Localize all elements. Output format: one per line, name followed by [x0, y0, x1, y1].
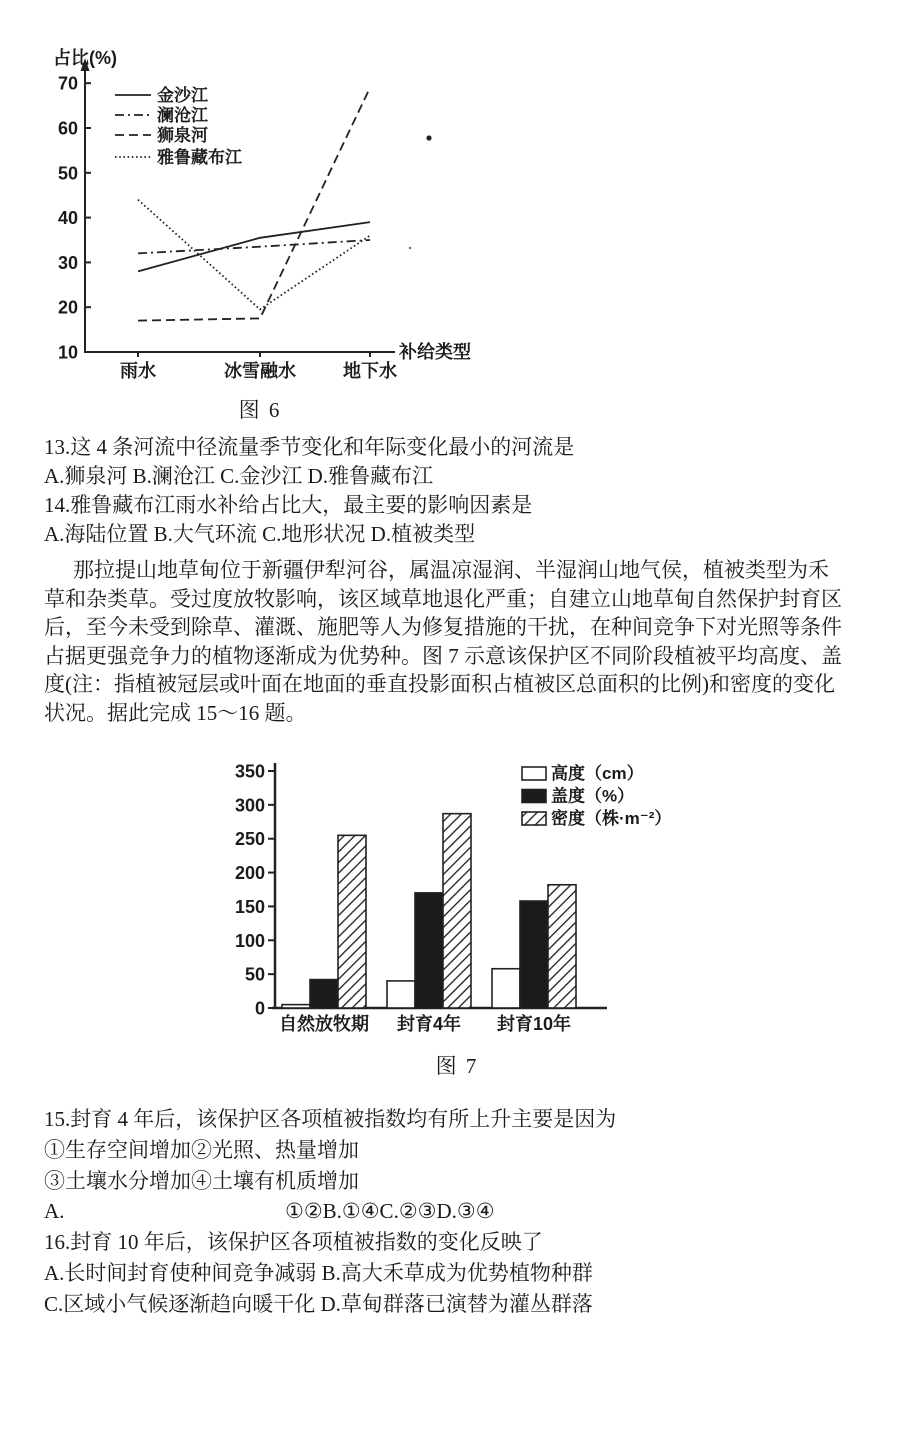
y-tick-label: 30 — [57, 252, 78, 273]
bar-盖度（%） — [310, 980, 338, 1008]
bar-密度（株·m⁻²） — [338, 835, 366, 1008]
fig6-caption: 图 6 — [238, 398, 282, 422]
legend-label: 密度（株·m⁻²） — [551, 809, 672, 828]
bar-盖度（%） — [415, 893, 443, 1008]
question-15-text: 15.封育 4 年后，该保护区各项植被指数均有所上升主要是因为 — [44, 1107, 617, 1131]
y-tick-label: 20 — [57, 297, 78, 318]
legend-label: 雅鲁藏布江 — [157, 148, 242, 167]
y-tick-label: 300 — [235, 795, 265, 816]
question-16-text: 16.封育 10 年后，该保护区各项植被指数的变化反映了 — [44, 1230, 543, 1255]
question-15-item-3-4: ③土壤水分增加④土壤有机质增加 — [44, 1168, 359, 1193]
legend-swatch — [522, 790, 546, 803]
x-tick-label: 地下水 — [343, 361, 397, 381]
question-16-options-ab: A.长时间封育使种间竞争减弱 B.高大禾草成为优势植物种群 — [44, 1260, 593, 1285]
scan-speck — [426, 135, 431, 140]
question-16-options-cd: C.区域小气候逐渐趋向暖干化 D.草甸群落已演替为灌丛群落 — [44, 1291, 593, 1316]
y-tick-label: 250 — [235, 829, 265, 850]
answer-prefix: A. — [44, 1199, 65, 1224]
series-line-澜沧江 — [138, 240, 370, 253]
question-13-14-block — [44, 433, 574, 549]
question-15-answers — [44, 1196, 616, 1227]
bar-高度（cm） — [387, 981, 415, 1008]
bar-盖度（%） — [520, 901, 548, 1008]
bar-高度（cm） — [492, 969, 520, 1008]
scan-speck — [409, 247, 411, 249]
legend-label: 金沙江 — [157, 86, 208, 105]
legend-swatch — [522, 767, 546, 780]
bar-密度（株·m⁻²） — [443, 814, 471, 1008]
question-15-item-1-2: ①生存空间增加②光照、热量增加 — [44, 1137, 359, 1162]
y-tick-label: 0 — [254, 998, 265, 1019]
answer-options: ①②B.①④C.②③D.③④ — [285, 1199, 495, 1224]
passage-line: 那拉提山地草甸位于新疆伊犁河谷，属温凉湿润、半湿润山地气侯，植被类型为禾 — [73, 558, 829, 582]
y-tick-label: 50 — [244, 964, 265, 985]
passage-line: 草和杂类草。受过度放牧影响，该区域草地退化严重；自建立山地草甸自然保护封育区 — [44, 586, 842, 611]
legend-swatch — [522, 812, 546, 825]
y-tick-label: 60 — [57, 118, 78, 139]
question-14-options: A.海陆位置 B.大气环流 C.地形状况 D.植被类型 — [44, 522, 476, 546]
legend-label: 狮泉河 — [157, 126, 208, 145]
fig6-line-chart — [45, 40, 485, 390]
x-tick-label: 雨水 — [120, 361, 156, 381]
passage-line: 后，至今未受到除草、灌溉、施肥等人为修复措施的干扰，在种间竞争下对光照等条件 — [44, 615, 842, 639]
y-tick-label: 10 — [57, 342, 78, 363]
y-axis-title: 占比(%) — [53, 48, 117, 68]
legend-label: 盖度（%） — [551, 786, 635, 806]
series-line-雅鲁藏布江 — [138, 200, 370, 310]
x-category-label: 封育4年 — [396, 1014, 462, 1034]
passage-line: 状况。据此完成 15～16 题。 — [44, 700, 307, 725]
y-tick-label: 100 — [235, 930, 265, 951]
x-category-label: 封育10年 — [496, 1014, 572, 1034]
x-category-label: 自然放牧期 — [279, 1014, 369, 1034]
passage-line: 度(注：指植被冠层或叶面在地面的垂直投影面积占植被区总面积的比例)和密度的变化 — [44, 672, 835, 696]
y-tick-label: 200 — [235, 863, 265, 884]
question-13-text: 13.这 4 条河流中径流量季节变化和年际变化最小的河流是 — [44, 435, 575, 459]
passage-line: 占据更强竞争力的植物逐渐成为优势种。图 7 示意该保护区不同阶段植被平均高度、盖 — [44, 643, 842, 668]
y-tick-label: 150 — [235, 896, 265, 917]
fig7-caption: 图 7 — [435, 1054, 479, 1078]
question-15-16-block — [44, 1104, 616, 1320]
x-axis-title: 补给类型 — [399, 342, 471, 362]
legend-label: 澜沧江 — [157, 106, 208, 125]
y-tick-label: 350 — [235, 761, 265, 782]
y-tick-label: 50 — [57, 163, 78, 184]
legend-label: 高度（cm） — [551, 764, 644, 783]
y-tick-label: 40 — [57, 208, 78, 229]
question-14-text: 14.雅鲁藏布江雨水补给占比大，最主要的影响因素是 — [44, 493, 533, 517]
bar-高度（cm） — [282, 1005, 310, 1008]
passage-block — [44, 556, 842, 727]
y-tick-label: 70 — [57, 73, 78, 94]
x-tick-label: 冰雪融水 — [224, 361, 296, 381]
question-13-options: A.狮泉河 B.澜沧江 C.金沙江 D.雅鲁藏布江 — [44, 464, 434, 488]
fig7-bar-chart — [235, 753, 705, 1053]
bar-密度（株·m⁻²） — [548, 885, 576, 1008]
